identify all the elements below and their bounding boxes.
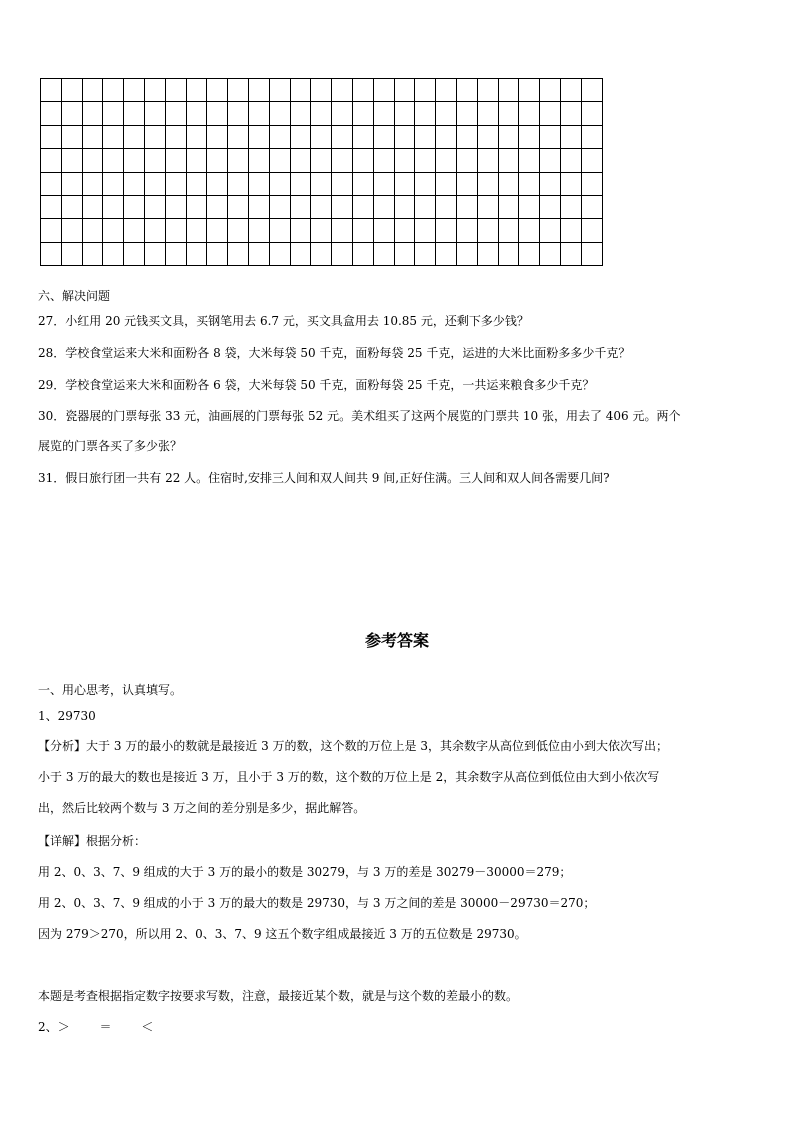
grid-cell [477,172,498,195]
detail-heading: 【详解】根据分析： [38,834,147,848]
grid-cell [519,242,540,265]
writing-grid [40,78,603,266]
grid-cell [248,79,269,102]
grid-cell [61,125,82,148]
grid-cell [436,149,457,172]
grid-cell [415,172,436,195]
grid-cell [332,125,353,148]
grid-cell [436,102,457,125]
grid-cell [248,172,269,195]
grid-cell [41,125,62,148]
grid-cell [186,149,207,172]
grid-cell [82,219,103,242]
grid-cell [165,195,186,218]
grid-cell [352,149,373,172]
grid-cell [352,125,373,148]
grid-row [41,149,603,172]
grid-cell [269,172,290,195]
grid-cell [415,195,436,218]
question-28: 28．学校食堂运来大米和面粉各 8 袋，大米每袋 50 千克，面粉每袋 25 千克，运进的大米比面粉多多少千克？ [38,346,631,360]
grid-cell [560,172,581,195]
grid-cell [477,102,498,125]
grid-cell [352,219,373,242]
grid-cell [436,125,457,148]
grid-cell [61,102,82,125]
grid-cell [477,242,498,265]
grid-cell [61,149,82,172]
grid-cell [61,219,82,242]
grid-cell [103,125,124,148]
grid-cell [144,149,165,172]
grid-cell [144,172,165,195]
grid-cell [332,149,353,172]
grid-cell [207,79,228,102]
grid-cell [61,79,82,102]
grid-cell [456,172,477,195]
answer-2-symbol-less: ＜ [141,1020,154,1034]
detail-line-3: 因为 279＞270，所以用 2、0、3、7、9 这五个数字组成最接近 3 万的五位数是 29730。 [38,927,527,941]
grid-cell [290,195,311,218]
grid-cell [498,219,519,242]
grid-cell [477,195,498,218]
grid-cell [560,125,581,148]
grid-cell [373,219,394,242]
grid-cell [519,172,540,195]
detail-line-1: 用 2、0、3、7、9 组成的大于 3 万的最小的数是 30279，与 3 万的差是 30279－30000＝279； [38,865,572,879]
grid-cell [269,149,290,172]
grid-cell [82,149,103,172]
grid-cell [61,172,82,195]
grid-cell [436,242,457,265]
summary-line: 本题是考查根据指定数字按要求写数，注意，最接近某个数，就是与这个数的差最小的数。 [38,989,519,1003]
grid-cell [165,172,186,195]
grid-cell [456,79,477,102]
answer-2-symbol-equal: ＝ [99,1020,112,1034]
grid-cell [394,219,415,242]
grid-cell [352,79,373,102]
grid-cell [82,172,103,195]
grid-cell [61,195,82,218]
grid-cell [228,195,249,218]
grid-cell [41,195,62,218]
grid-cell [540,195,561,218]
grid-cell [41,79,62,102]
grid-cell [41,149,62,172]
grid-cell [165,219,186,242]
grid-cell [144,79,165,102]
grid-cell [290,79,311,102]
grid-cell [248,102,269,125]
grid-cell [290,219,311,242]
grid-cell [311,219,332,242]
grid-cell [290,242,311,265]
grid-cell [436,172,457,195]
grid-cell [373,195,394,218]
grid-cell [124,242,145,265]
grid-cell [165,149,186,172]
grid-cell [540,242,561,265]
grid-cell [415,125,436,148]
grid-cell [124,102,145,125]
grid-cell [61,242,82,265]
grid-cell [186,172,207,195]
grid-cell [519,149,540,172]
grid-cell [436,195,457,218]
grid-cell [519,102,540,125]
grid-cell [124,195,145,218]
grid-cell [394,125,415,148]
grid-cell [228,102,249,125]
grid-cell [228,219,249,242]
grid-cell [186,195,207,218]
grid-cell [311,242,332,265]
grid-cell [540,172,561,195]
grid-cell [124,172,145,195]
grid-cell [540,102,561,125]
grid-cell [394,195,415,218]
grid-cell [144,102,165,125]
grid-row [41,125,603,148]
grid-cell [581,149,602,172]
question-30-line-2: 展览的门票各买了多少张？ [38,439,183,453]
grid-cell [103,79,124,102]
grid-cell [498,149,519,172]
grid-row [41,102,603,125]
grid-cell [186,102,207,125]
grid-cell [352,102,373,125]
answer-2-line [38,1019,179,1035]
grid-cell [269,125,290,148]
grid-cell [498,79,519,102]
grid-cell [332,219,353,242]
grid-cell [415,219,436,242]
grid-cell [41,172,62,195]
grid-row [41,172,603,195]
grid-cell [581,172,602,195]
grid-cell [519,195,540,218]
grid-cell [269,195,290,218]
grid-cell [560,219,581,242]
grid-cell [456,102,477,125]
grid-cell [165,102,186,125]
grid-cell [207,172,228,195]
grid-cell [332,102,353,125]
grid-cell [560,79,581,102]
grid-cell [352,195,373,218]
grid-cell [394,102,415,125]
grid-cell [498,172,519,195]
detail-line-2: 用 2、0、3、7、9 组成的小于 3 万的最大的数是 29730，与 3 万之间的差是 30000－29730＝270； [38,896,596,910]
grid-cell [456,125,477,148]
grid-cell [228,172,249,195]
grid-cell [207,102,228,125]
section-6-heading: 六、解决问题 [38,289,111,303]
grid-cell [540,219,561,242]
grid-cell [498,195,519,218]
grid-cell [477,149,498,172]
grid-cell [436,219,457,242]
answer-1-label: 1、29730 [38,709,96,723]
question-29: 29．学校食堂运来大米和面粉各 6 袋，大米每袋 50 千克，面粉每袋 25 千克，一共运来粮食多少千克？ [38,378,595,392]
answer-key-title: 参考答案 [364,631,429,650]
grid-cell [560,195,581,218]
analysis-line-2: 小于 3 万的最大的数也是接近 3 万，且小于 3 万的数，这个数的万位上是 2，其余数字从高位到低位由大到小依次写 [38,770,660,784]
grid-cell [186,242,207,265]
grid-cell [373,125,394,148]
grid-cell [519,79,540,102]
grid-cell [581,79,602,102]
grid-cell [290,149,311,172]
grid-cell [103,172,124,195]
answer-2-label: 2、＞ [38,1020,70,1034]
grid-cell [373,149,394,172]
grid-cell [415,242,436,265]
grid-cell [124,219,145,242]
grid-cell [332,242,353,265]
grid-cell [436,79,457,102]
grid-cell [311,172,332,195]
grid-cell [228,125,249,148]
grid-cell [248,242,269,265]
grid-cell [103,149,124,172]
grid-cell [228,242,249,265]
grid-cell [207,195,228,218]
grid-cell [269,219,290,242]
grid-cell [103,195,124,218]
grid-cell [290,172,311,195]
grid-cell [165,242,186,265]
grid-cell [394,242,415,265]
grid-cell [332,79,353,102]
grid-cell [290,125,311,148]
question-27: 27．小红用 20 元钱买文具，买钢笔用去 6.7 元，买文具盒用去 10.85 元，还剩下多少钱？ [38,314,529,328]
grid-cell [41,219,62,242]
grid-cell [248,125,269,148]
grid-cell [498,125,519,148]
grid-cell [456,219,477,242]
grid-cell [581,102,602,125]
grid-cell [311,79,332,102]
grid-cell [269,102,290,125]
grid-cell [373,102,394,125]
grid-cell [165,125,186,148]
grid-cell [311,125,332,148]
grid-cell [144,242,165,265]
grid-cell [103,242,124,265]
analysis-line-1: 【分析】大于 3 万的最小的数就是最接近 3 万的数，这个数的万位上是 3，其余数字从高位到低位由小到大依次写出； [38,739,668,753]
grid-cell [477,219,498,242]
grid-cell [540,125,561,148]
grid-cell [207,125,228,148]
grid-cell [540,149,561,172]
grid-cell [394,172,415,195]
grid-cell [228,149,249,172]
grid-cell [144,125,165,148]
grid-cell [103,102,124,125]
grid-cell [477,125,498,148]
grid-cell [290,102,311,125]
grid-cell [248,149,269,172]
question-30-line-1: 30．瓷器展的门票每张 33 元，油画展的门票每张 52 元。美术组买了这两个展览的门票共 10 张，用去了 406 元。两个 [38,409,681,423]
grid-cell [144,195,165,218]
grid-cell [394,149,415,172]
grid-cell [82,242,103,265]
grid-cell [498,242,519,265]
grid-cell [352,172,373,195]
grid-cell [248,219,269,242]
grid-row [41,79,603,102]
grid-cell [332,195,353,218]
grid-cell [415,79,436,102]
grid-cell [352,242,373,265]
grid-cell [82,125,103,148]
grid-cell [415,149,436,172]
grid-cell [519,219,540,242]
grid-cell [269,79,290,102]
grid-cell [165,79,186,102]
grid-cell [373,172,394,195]
grid-cell [207,149,228,172]
grid-cell [124,125,145,148]
grid-cell [186,219,207,242]
grid-cell [228,79,249,102]
grid-cell [269,242,290,265]
grid-cell [124,79,145,102]
grid-cell [560,149,581,172]
grid-cell [82,79,103,102]
grid-row [41,219,603,242]
grid-cell [477,79,498,102]
grid-cell [560,242,581,265]
grid-cell [41,242,62,265]
grid-cell [186,79,207,102]
grid-cell [41,102,62,125]
grid-cell [394,79,415,102]
grid-cell [124,149,145,172]
answer-section-1-heading: 一、用心思考，认真填写。 [38,683,183,697]
grid-cell [248,195,269,218]
grid-cell [82,102,103,125]
grid-cell [103,219,124,242]
grid-cell [373,79,394,102]
grid-cell [456,195,477,218]
grid-cell [498,102,519,125]
grid-cell [415,102,436,125]
grid-cell [311,102,332,125]
analysis-line-3: 出，然后比较两个数与 3 万之间的差分别是多少，据此解答。 [38,801,366,815]
grid-cell [456,149,477,172]
grid-cell [581,242,602,265]
grid-cell [581,219,602,242]
grid-row [41,195,603,218]
grid-cell [540,79,561,102]
grid-cell [332,172,353,195]
grid-cell [373,242,394,265]
grid-cell [82,195,103,218]
grid-cell [456,242,477,265]
grid-cell [186,125,207,148]
grid-cell [311,149,332,172]
grid-cell [581,125,602,148]
grid-cell [581,195,602,218]
grid-cell [311,195,332,218]
grid-cell [207,242,228,265]
question-31: 31．假日旅行团一共有 22 人。住宿时,安排三人间和双人间共 9 间,正好住满。三人间和双人间各需要几间? [38,471,610,485]
grid-cell [519,125,540,148]
grid-cell [560,102,581,125]
grid-row [41,242,603,265]
grid-cell [207,219,228,242]
grid-cell [144,219,165,242]
